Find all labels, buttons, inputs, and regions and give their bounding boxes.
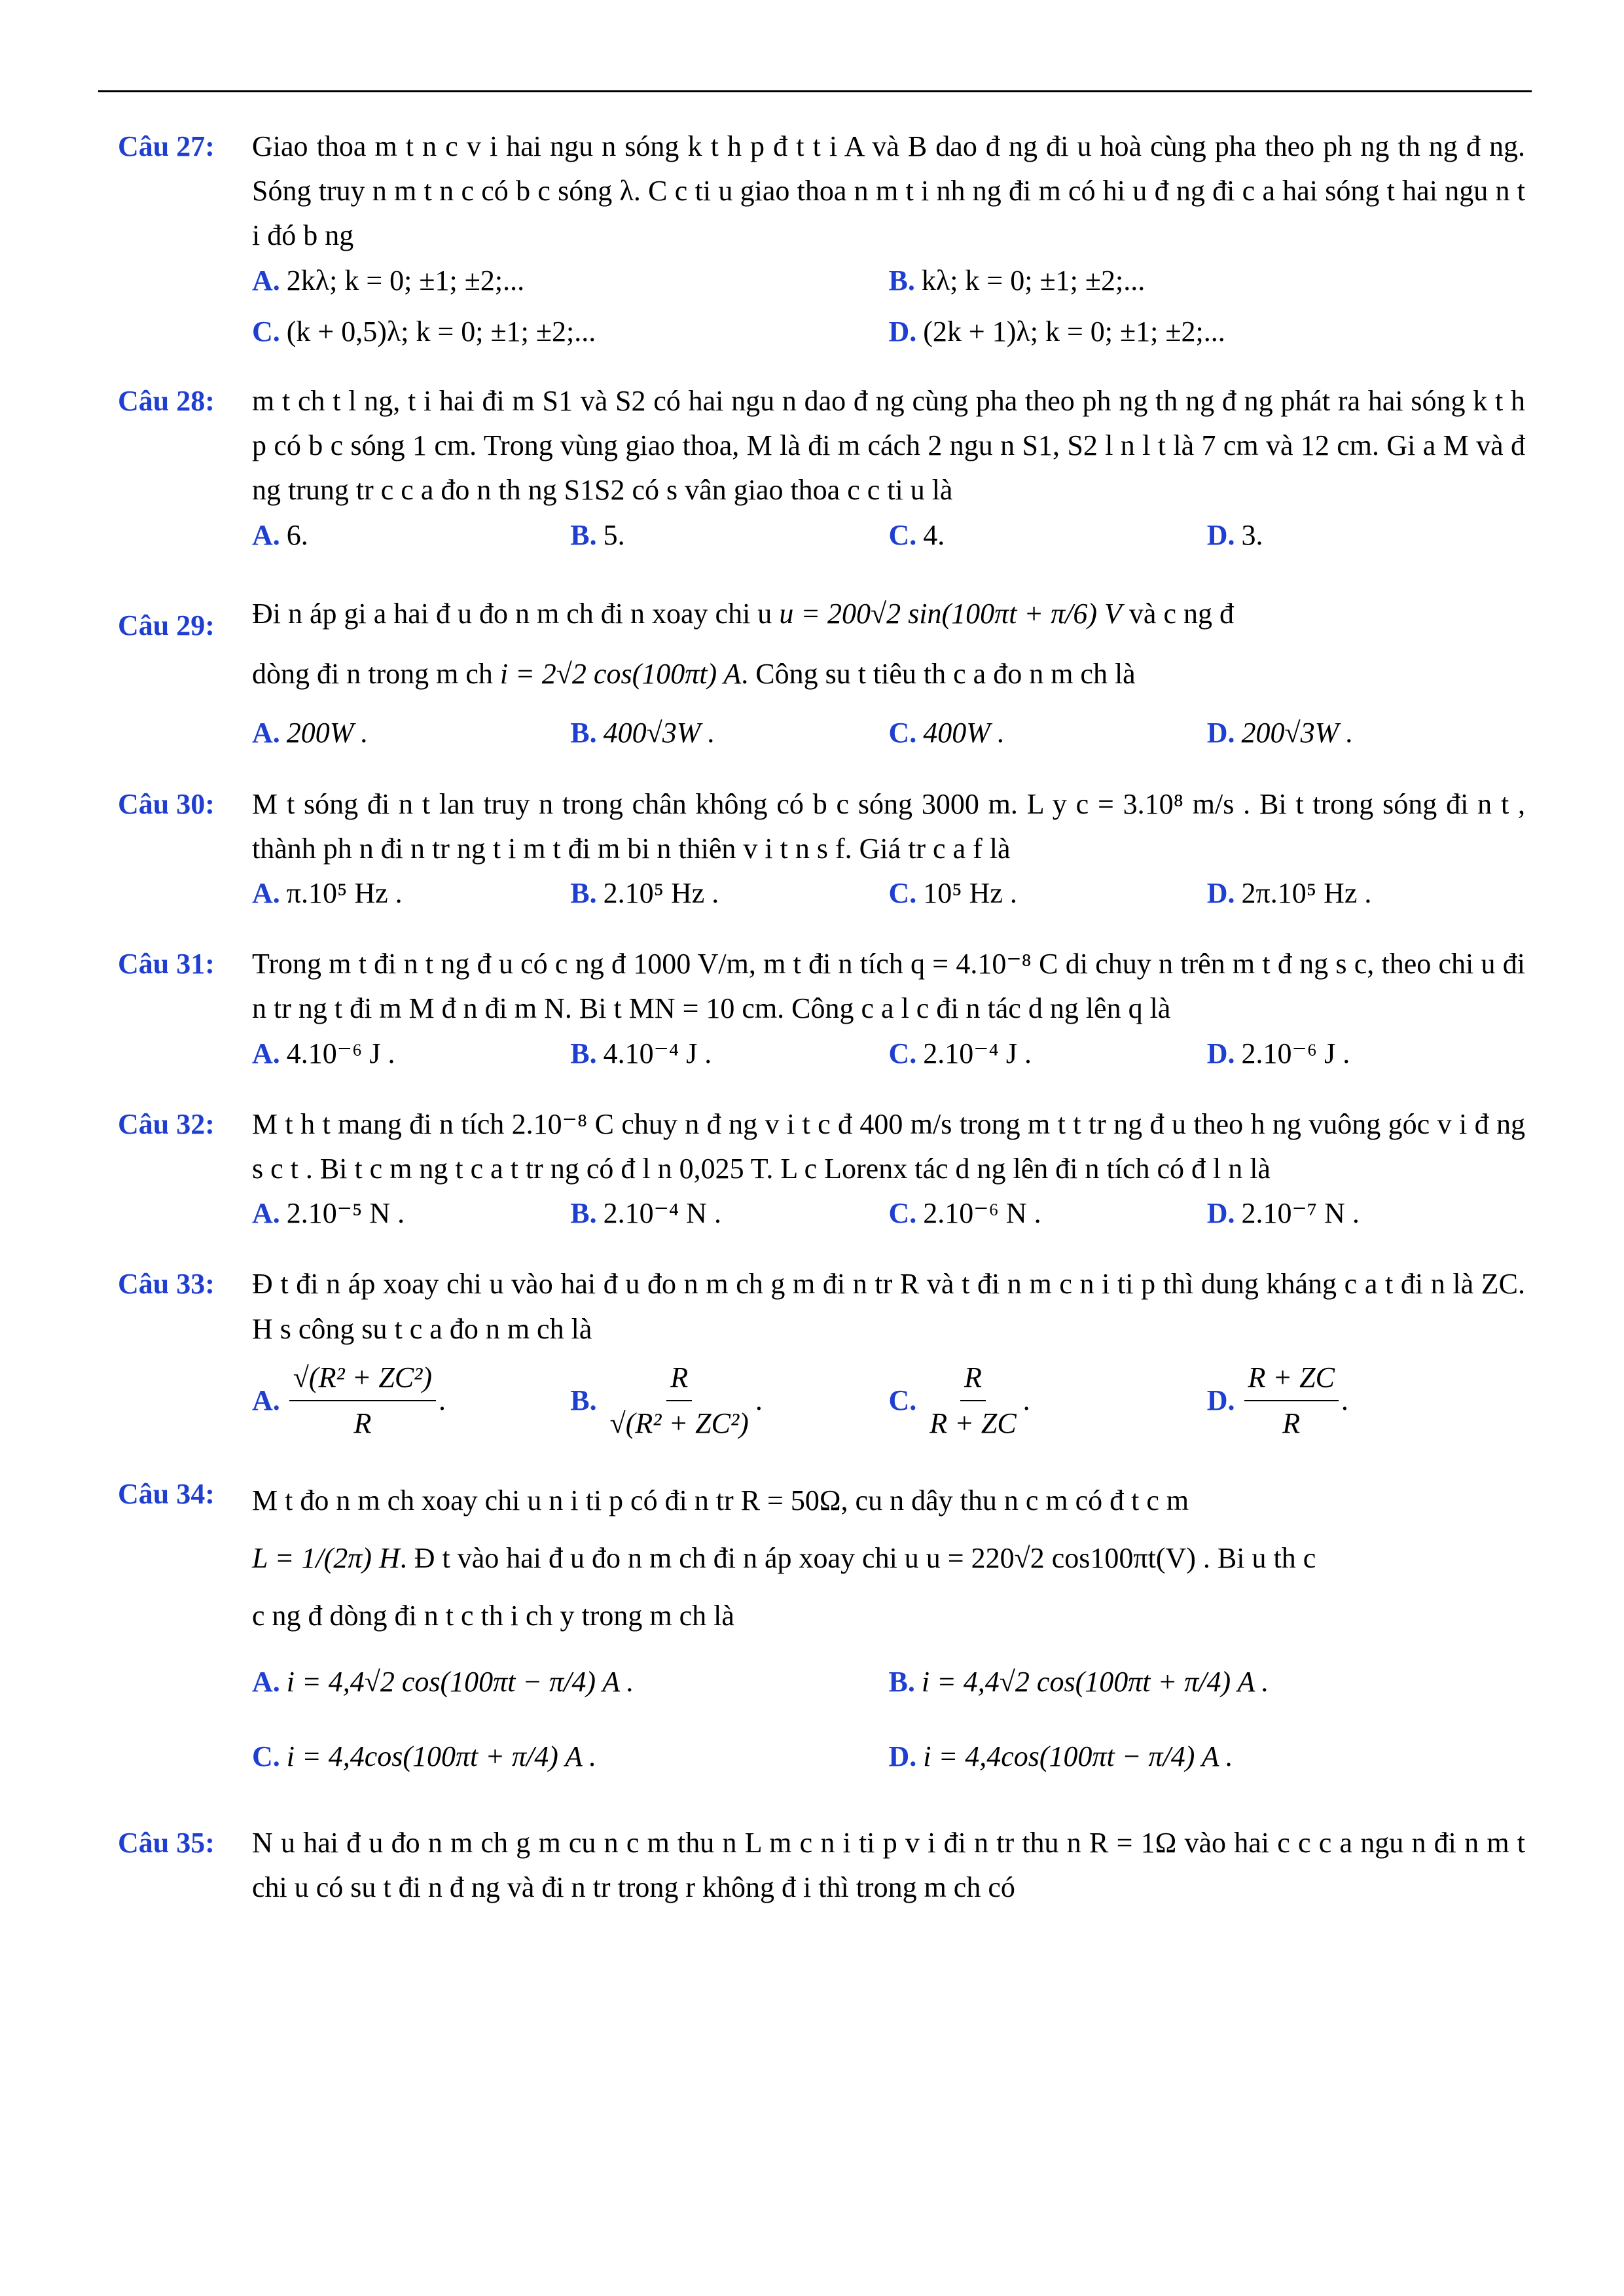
- question-29: [118, 584, 1525, 756]
- options: [252, 259, 1525, 354]
- question-text: Đ t đi n áp xoay chi u vào hai đ u đo n m ch g m đi n tr R và t đi n m c n i ti p thì dung kháng c a t đi n là ZC. H s công su t c a đo n m ch là: [252, 1268, 1525, 1345]
- question-label: Câu 32:: [118, 1107, 215, 1140]
- question-text: N u hai đ u đo n m ch g m cu n c m thu n L m c n i ti p v i đi n tr thu n R = 1Ω vào hai c c c a ngu n đi n m t chi u có su t đi n đ ng và đi n tr trong r không đ i thì trong m ch có: [252, 1826, 1525, 1904]
- question-30: [118, 782, 1525, 916]
- option-b[interactable]: B. 2.10⁵ Hz .: [570, 877, 719, 910]
- question-text: m t ch t l ng, t i hai đi m S1 và S2 có hai ngu n dao đ ng cùng pha theo ph ng th ng đ ng phát ra hai sóng k t h p có b c sóng 1 cm. Trong vùng giao thoa, M là đi m cách 2 ngu n S1, S2 l n l t là 7 cm và 12 cm. Gi a M và đ ng trung tr c c a đo n th ng S1S2 có s vân giao thoa c c ti u là: [252, 384, 1525, 507]
- option-c[interactable]: C. 4.: [888, 518, 945, 551]
- option-a[interactable]: A. 2.10⁻⁵ N .: [252, 1197, 405, 1230]
- options: [252, 1355, 1525, 1446]
- voltage-formula: u = 200√2 sin(100πt + π/6) V: [779, 597, 1122, 630]
- option-d[interactable]: D. 2.10⁻⁶ J .: [1206, 1037, 1350, 1069]
- option-c[interactable]: C. 400W .: [888, 717, 1005, 749]
- option-a[interactable]: A. π.10⁵ Hz .: [252, 877, 403, 910]
- option-d[interactable]: D. 2.10⁻⁷ N .: [1206, 1197, 1360, 1230]
- current-formula: i = 2√2 cos(100πt) A: [499, 658, 742, 691]
- fraction: $\frac{R}{R + ZC}$: [926, 1355, 1020, 1446]
- option-b[interactable]: B. i = 4,4√2 cos(100πt + π/4) A .: [888, 1666, 1269, 1698]
- option-c[interactable]: C. 2.10⁻⁴ J .: [888, 1037, 1032, 1069]
- question-text: M t đo n m ch xoay chi u n i ti p có đi n tr R = 50Ω, cu n dây thu n c m có đ t c m L = 1/(2π) H. Đ t vào hai đ u đo n m ch đi n áp xoay chi u u = 220√2 cos100πt(V) . Bi u th c c ng đ dòng đi n t c th i ch y trong m ch là: [252, 1484, 1316, 1632]
- question-text: Giao thoa m t n c v i hai ngu n sóng k t h p đ t t i A và B dao đ ng đi u hoà cùng pha theo ph ng th ng đ ng. Sóng truy n m t n c có b c sóng λ. C c ti u giao thoa n m t i nh ng đi m có hi u đ ng đi c a hai sóng t hai ngu n t i đó b ng: [252, 130, 1525, 252]
- option-b[interactable]: B. kλ; k = 0; ±1; ±2;...: [888, 264, 1146, 296]
- option-d[interactable]: D. i = 4,4cos(100πt − π/4) A .: [888, 1740, 1233, 1773]
- option-c[interactable]: C. 2.10⁻⁶ N .: [888, 1197, 1041, 1230]
- option-c[interactable]: C. 10⁵ Hz .: [888, 877, 1017, 910]
- question-31: [118, 942, 1525, 1076]
- option-d[interactable]: D. 200√3W .: [1206, 717, 1354, 749]
- option-c[interactable]: C. i = 4,4cos(100πt + π/4) A .: [252, 1740, 597, 1773]
- options: [252, 871, 1525, 916]
- option-d[interactable]: D. $\frac{R + ZC}{R}$ .: [1207, 1355, 1525, 1446]
- question-text: M t sóng đi n t lan truy n trong chân không có b c sóng 3000 m. L y c = 3.10⁸ m/s . Bi t trong sóng đi n t , thành ph n đi n tr ng t i m t đi m bi n thiên v i t n s f. Giá tr c a f là: [252, 787, 1525, 865]
- option-c[interactable]: C. $\frac{R}{R + ZC}$ .: [889, 1355, 1207, 1446]
- option-d[interactable]: D. (2k + 1)λ; k = 0; ±1; ±2;...: [888, 315, 1225, 348]
- question-34: [118, 1472, 1525, 1795]
- options: [252, 1031, 1525, 1076]
- question-text: Đi n áp gi a hai đ u đo n m ch đi n xoay chi u u = 200√2 sin(100πt + π/6) V và c ng đ dòng đi n trong m ch i = 2√2 cos(100πt) A. Công su t tiêu th c a đo n m ch là: [252, 597, 1234, 691]
- question-33: [118, 1262, 1525, 1446]
- option-b[interactable]: B. 4.10⁻⁴ J .: [570, 1037, 712, 1069]
- option-d[interactable]: D. 3.: [1206, 518, 1263, 551]
- option-a[interactable]: A. i = 4,4√2 cos(100πt − π/4) A .: [252, 1666, 634, 1698]
- question-35: [118, 1821, 1525, 1910]
- question-32: [118, 1102, 1525, 1236]
- option-d[interactable]: D. 2π.10⁵ Hz .: [1206, 877, 1372, 910]
- question-label: Câu 30:: [118, 787, 215, 820]
- option-b[interactable]: B. 2.10⁻⁴ N .: [570, 1197, 721, 1230]
- exam-page: [118, 124, 1525, 1910]
- option-a[interactable]: A. $\frac{\text{√(R² + ZC²)}}{R}$ .: [252, 1355, 570, 1446]
- options: [252, 711, 1525, 755]
- option-a[interactable]: A. 6.: [252, 518, 308, 551]
- inductance-formula: L = 1/(2π) H: [252, 1542, 400, 1575]
- fraction: $\frac{\text{√(R² + ZC²)}}{R}$: [289, 1355, 436, 1446]
- option-a[interactable]: A. 200W .: [252, 717, 369, 749]
- question-label: Câu 29:: [118, 609, 215, 641]
- option-a[interactable]: A. 2kλ; k = 0; ±1; ±2;...: [252, 264, 525, 296]
- question-text: M t h t mang đi n tích 2.10⁻⁸ C chuy n đ ng v i t c đ 400 m/s trong m t t tr ng đ u theo h ng vuông góc v i đ ng s c t . Bi t c m ng t c a t tr ng có đ l n 0,025 T. L c Lorenx tác d ng lên đi n tích có đ l n là: [252, 1107, 1525, 1185]
- option-b[interactable]: B. $\frac{R}{\text{√(R² + ZC²)}}$ .: [570, 1355, 888, 1446]
- option-c[interactable]: C. (k + 0,5)λ; k = 0; ±1; ±2;...: [252, 315, 596, 348]
- options: [252, 1645, 1525, 1795]
- question-label: Câu 27:: [118, 130, 215, 162]
- question-27: [118, 124, 1525, 354]
- fraction: $\frac{R + ZC}{R}$: [1244, 1355, 1339, 1446]
- question-label: Câu 34:: [118, 1478, 215, 1511]
- question-label: Câu 28:: [118, 384, 215, 417]
- options: [252, 513, 1525, 558]
- header-rule: [98, 90, 1532, 92]
- options: [252, 1191, 1525, 1236]
- option-b[interactable]: B. 400√3W .: [570, 717, 715, 749]
- option-a[interactable]: A. 4.10⁻⁶ J .: [252, 1037, 395, 1069]
- option-b[interactable]: B. 5.: [570, 518, 625, 551]
- question-label: Câu 33:: [118, 1268, 215, 1300]
- fraction: $\frac{R}{\text{√(R² + ZC²)}}$: [606, 1355, 753, 1446]
- question-28: [118, 379, 1525, 558]
- question-label: Câu 31:: [118, 948, 215, 980]
- question-text: Trong m t đi n t ng đ u có c ng đ 1000 V/m, m t đi n tích q = 4.10⁻⁸ C di chuy n trên m t đ ng s c, theo chi u đi n tr ng t đi m M đ n đi m N. Bi t MN = 10 cm. Công c a l c đi n tác d ng lên q là: [252, 948, 1525, 1025]
- question-label: Câu 35:: [118, 1826, 215, 1859]
